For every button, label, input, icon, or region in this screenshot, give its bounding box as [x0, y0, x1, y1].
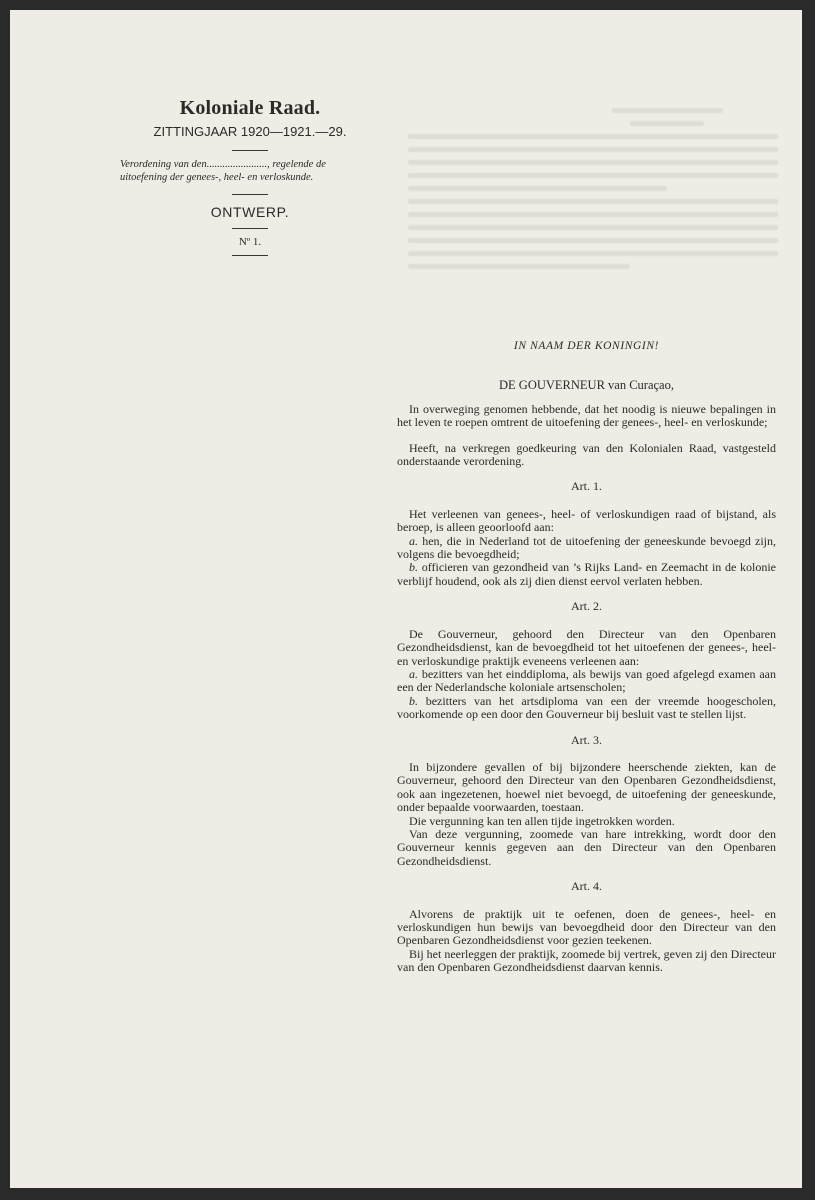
draft-number: Nº 1.	[238, 236, 262, 248]
governor-line: DE GOUVERNEUR van Curaçao,	[499, 378, 674, 393]
article-item	[397, 561, 776, 588]
document-body	[397, 340, 776, 987]
ordinance-description: Verordening van den......................., regelende de uitoefening der genees-, heel- en verloskunde.	[120, 159, 326, 183]
item-letter: b.	[409, 693, 418, 708]
article-heading: Art. 4.	[571, 879, 602, 894]
preamble-paragraph: Heeft, na verkregen goedkeuring van den Kolonialen Raad, vastgesteld onderstaande verordening.	[397, 440, 776, 469]
article-item	[397, 695, 776, 722]
article-heading: Art. 3.	[571, 732, 602, 747]
article-paragraph: In bijzondere gevallen of bij bijzondere heerschende ziekten, kan de Gouverneur, gehoord den Directeur van den Openbaren Gezondheidsdienst, ook aan ingezetenen, hoewel niet bevoegd, de uitoefening der geneeskunde, onder bepaalde voorwaarden, toestaan.	[397, 759, 776, 815]
document-page	[10, 10, 802, 1188]
article-paragraph: Van deze vergunning, zoomede van hare intrekking, wordt door den Gouverneur kennis gegeven aan den Directeur van den Openbaren Gezondheidsdienst.	[397, 826, 776, 868]
article-1	[397, 480, 776, 588]
item-text: officieren van gezondheid van ’s Rijks Land- en Zeemacht in de kolonie verblijf houdend, ook als zij dien dienst eervol verlaten hebben.	[397, 560, 777, 588]
invocation: IN NAAM DER KONINGIN!	[513, 340, 660, 352]
article-item	[397, 535, 776, 562]
item-text: bezitters van het artsdiploma van een der vreemde hoogescholen, voorkomende op een door den Gouverneur bij besluit vast te stellen lijst.	[397, 693, 776, 722]
divider	[232, 150, 268, 151]
item-text: hen, die in Nederland tot de uitoefening der geneeskunde bevoegd zijn, volgens die bevoegdheid;	[397, 533, 777, 562]
divider	[232, 194, 268, 195]
item-letter: b.	[409, 560, 418, 575]
preamble-paragraph: In overweging genomen hebbende, dat het noodig is nieuwe bepalingen in het leven te roepen omtrent de uitoefening der genees-, heel- en verloskunde;	[397, 401, 776, 430]
article-2	[397, 600, 776, 721]
document-header	[110, 96, 390, 256]
article-intro: Het verleenen van genees-, heel- of verloskundigen raad of bijstand, als beroep, is alleen geoorloofd aan:	[397, 506, 776, 535]
article-4	[397, 880, 776, 974]
divider	[232, 228, 268, 229]
item-letter: a.	[409, 666, 418, 681]
article-item	[397, 668, 776, 695]
item-letter: a.	[409, 533, 418, 548]
article-paragraph: Die vergunning kan ten allen tijde ingetrokken worden.	[409, 813, 675, 828]
council-title: Koloniale Raad.	[179, 97, 321, 119]
article-heading: Art. 1.	[571, 479, 602, 494]
article-intro: De Gouverneur, gehoord den Directeur van den Openbaren Gezondheidsdienst, kan de bevoegdheid tot het uitoefenen der genees-, heel- en verloskundige praktijk eveneens verleenen aan:	[397, 626, 776, 668]
divider	[232, 255, 268, 256]
article-paragraph: Alvorens de praktijk uit te oefenen, doen de genees-, heel- en verloskundigen hun bewijs van bevoegdheid door den Directeur van den Openbaren Gezondheidsdienst voor gezien teekenen.	[397, 906, 776, 948]
article-paragraph: Bij het neerleggen der praktijk, zoomede bij vertrek, geven zij den Directeur van den Openbaren Gezondheidsdienst daarvan kennis.	[397, 946, 776, 975]
session-year: ZITTINGJAAR 1920—1921.—29.	[153, 124, 347, 139]
item-text: bezitters van het einddiploma, als bewijs van goed afgelegd examen aan een der Nederlandsche koloniale artsenscholen;	[397, 666, 777, 695]
article-3	[397, 734, 776, 869]
draft-label: ONTWERP.	[210, 204, 290, 220]
article-heading: Art. 2.	[571, 599, 602, 614]
